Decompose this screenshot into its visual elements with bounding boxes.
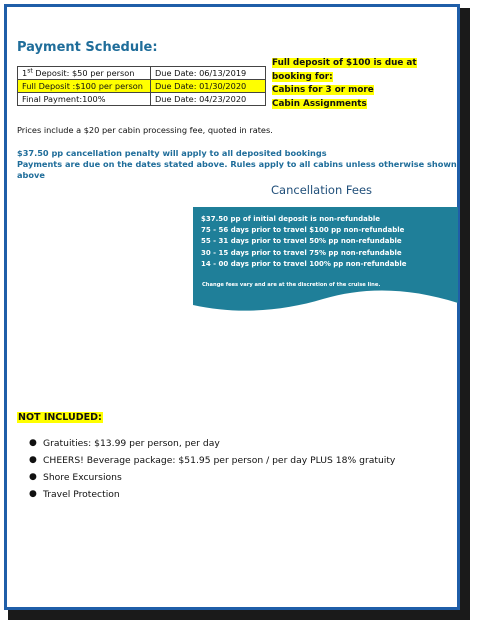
cancellation-line: 30 - 15 days prior to travel 75% pp non-refundable <box>201 248 402 257</box>
table-cell: Due Date: 06/13/2019 <box>151 67 266 80</box>
note-line: Cabin Assignments <box>272 98 367 109</box>
payment-table <box>17 66 266 106</box>
list-item: ● Gratuities: $13.99 per person, per day <box>25 435 395 452</box>
bullet-icon: ● <box>29 489 37 499</box>
note-line: Cabins for 3 or more <box>272 85 374 95</box>
payment-schedule-title: Payment Schedule: <box>17 40 158 55</box>
bullet-icon: ● <box>29 438 37 448</box>
not-included-heading: NOT INCLUDED: <box>18 412 102 423</box>
penalty-line: Payments are due on the dates stated above. Rules apply to all cabins unless otherwise shown above <box>17 159 457 180</box>
penalty-text <box>17 148 457 181</box>
cancellation-box <box>193 207 458 317</box>
table-cell: Full Deposit :$100 per person <box>18 80 151 93</box>
cancellation-line: 55 - 31 days prior to travel 50% pp non-refundable <box>201 237 402 246</box>
table-cell: 1st Deposit: $50 per person <box>18 67 151 80</box>
table-row <box>18 80 266 93</box>
not-included-list <box>25 435 395 503</box>
table-cell: Due Date: 01/30/2020 <box>151 80 266 93</box>
bullet-icon: ● <box>29 472 37 482</box>
list-item: ● CHEERS! Beverage package: $51.95 per person / per day PLUS 18% gratuity <box>25 452 395 469</box>
document-page <box>4 4 460 610</box>
change-fees-note: Change fees vary and are at the discretion of the cruise line. <box>202 282 381 288</box>
cancellation-line: 75 - 56 days prior to travel $100 pp non-refundable <box>201 226 405 235</box>
deposit-note <box>272 57 457 111</box>
cancellation-line: 14 - 00 days prior to travel 100% pp non-refundable <box>201 259 407 268</box>
table-row <box>18 93 266 106</box>
list-item: ● Shore Excursions <box>25 469 395 486</box>
table-cell: Final Payment:100% <box>18 93 151 106</box>
cancellation-title: Cancellation Fees <box>271 183 373 197</box>
bullet-icon: ● <box>29 455 37 465</box>
table-row <box>18 67 266 80</box>
table-cell: Due Date: 04/23/2020 <box>151 93 266 106</box>
note-line: Full deposit of $100 is due at booking for: <box>272 58 417 82</box>
processing-fee-text: Prices include a $20 per cabin processing fee, quoted in rates. <box>17 125 273 135</box>
cancellation-rules <box>201 214 407 270</box>
cancellation-line: $37.50 pp of initial deposit is non-refundable <box>201 215 381 223</box>
list-item: ● Travel Protection <box>25 486 395 503</box>
penalty-line: $37.50 pp cancellation penalty will apply to all deposited bookings <box>17 148 327 158</box>
